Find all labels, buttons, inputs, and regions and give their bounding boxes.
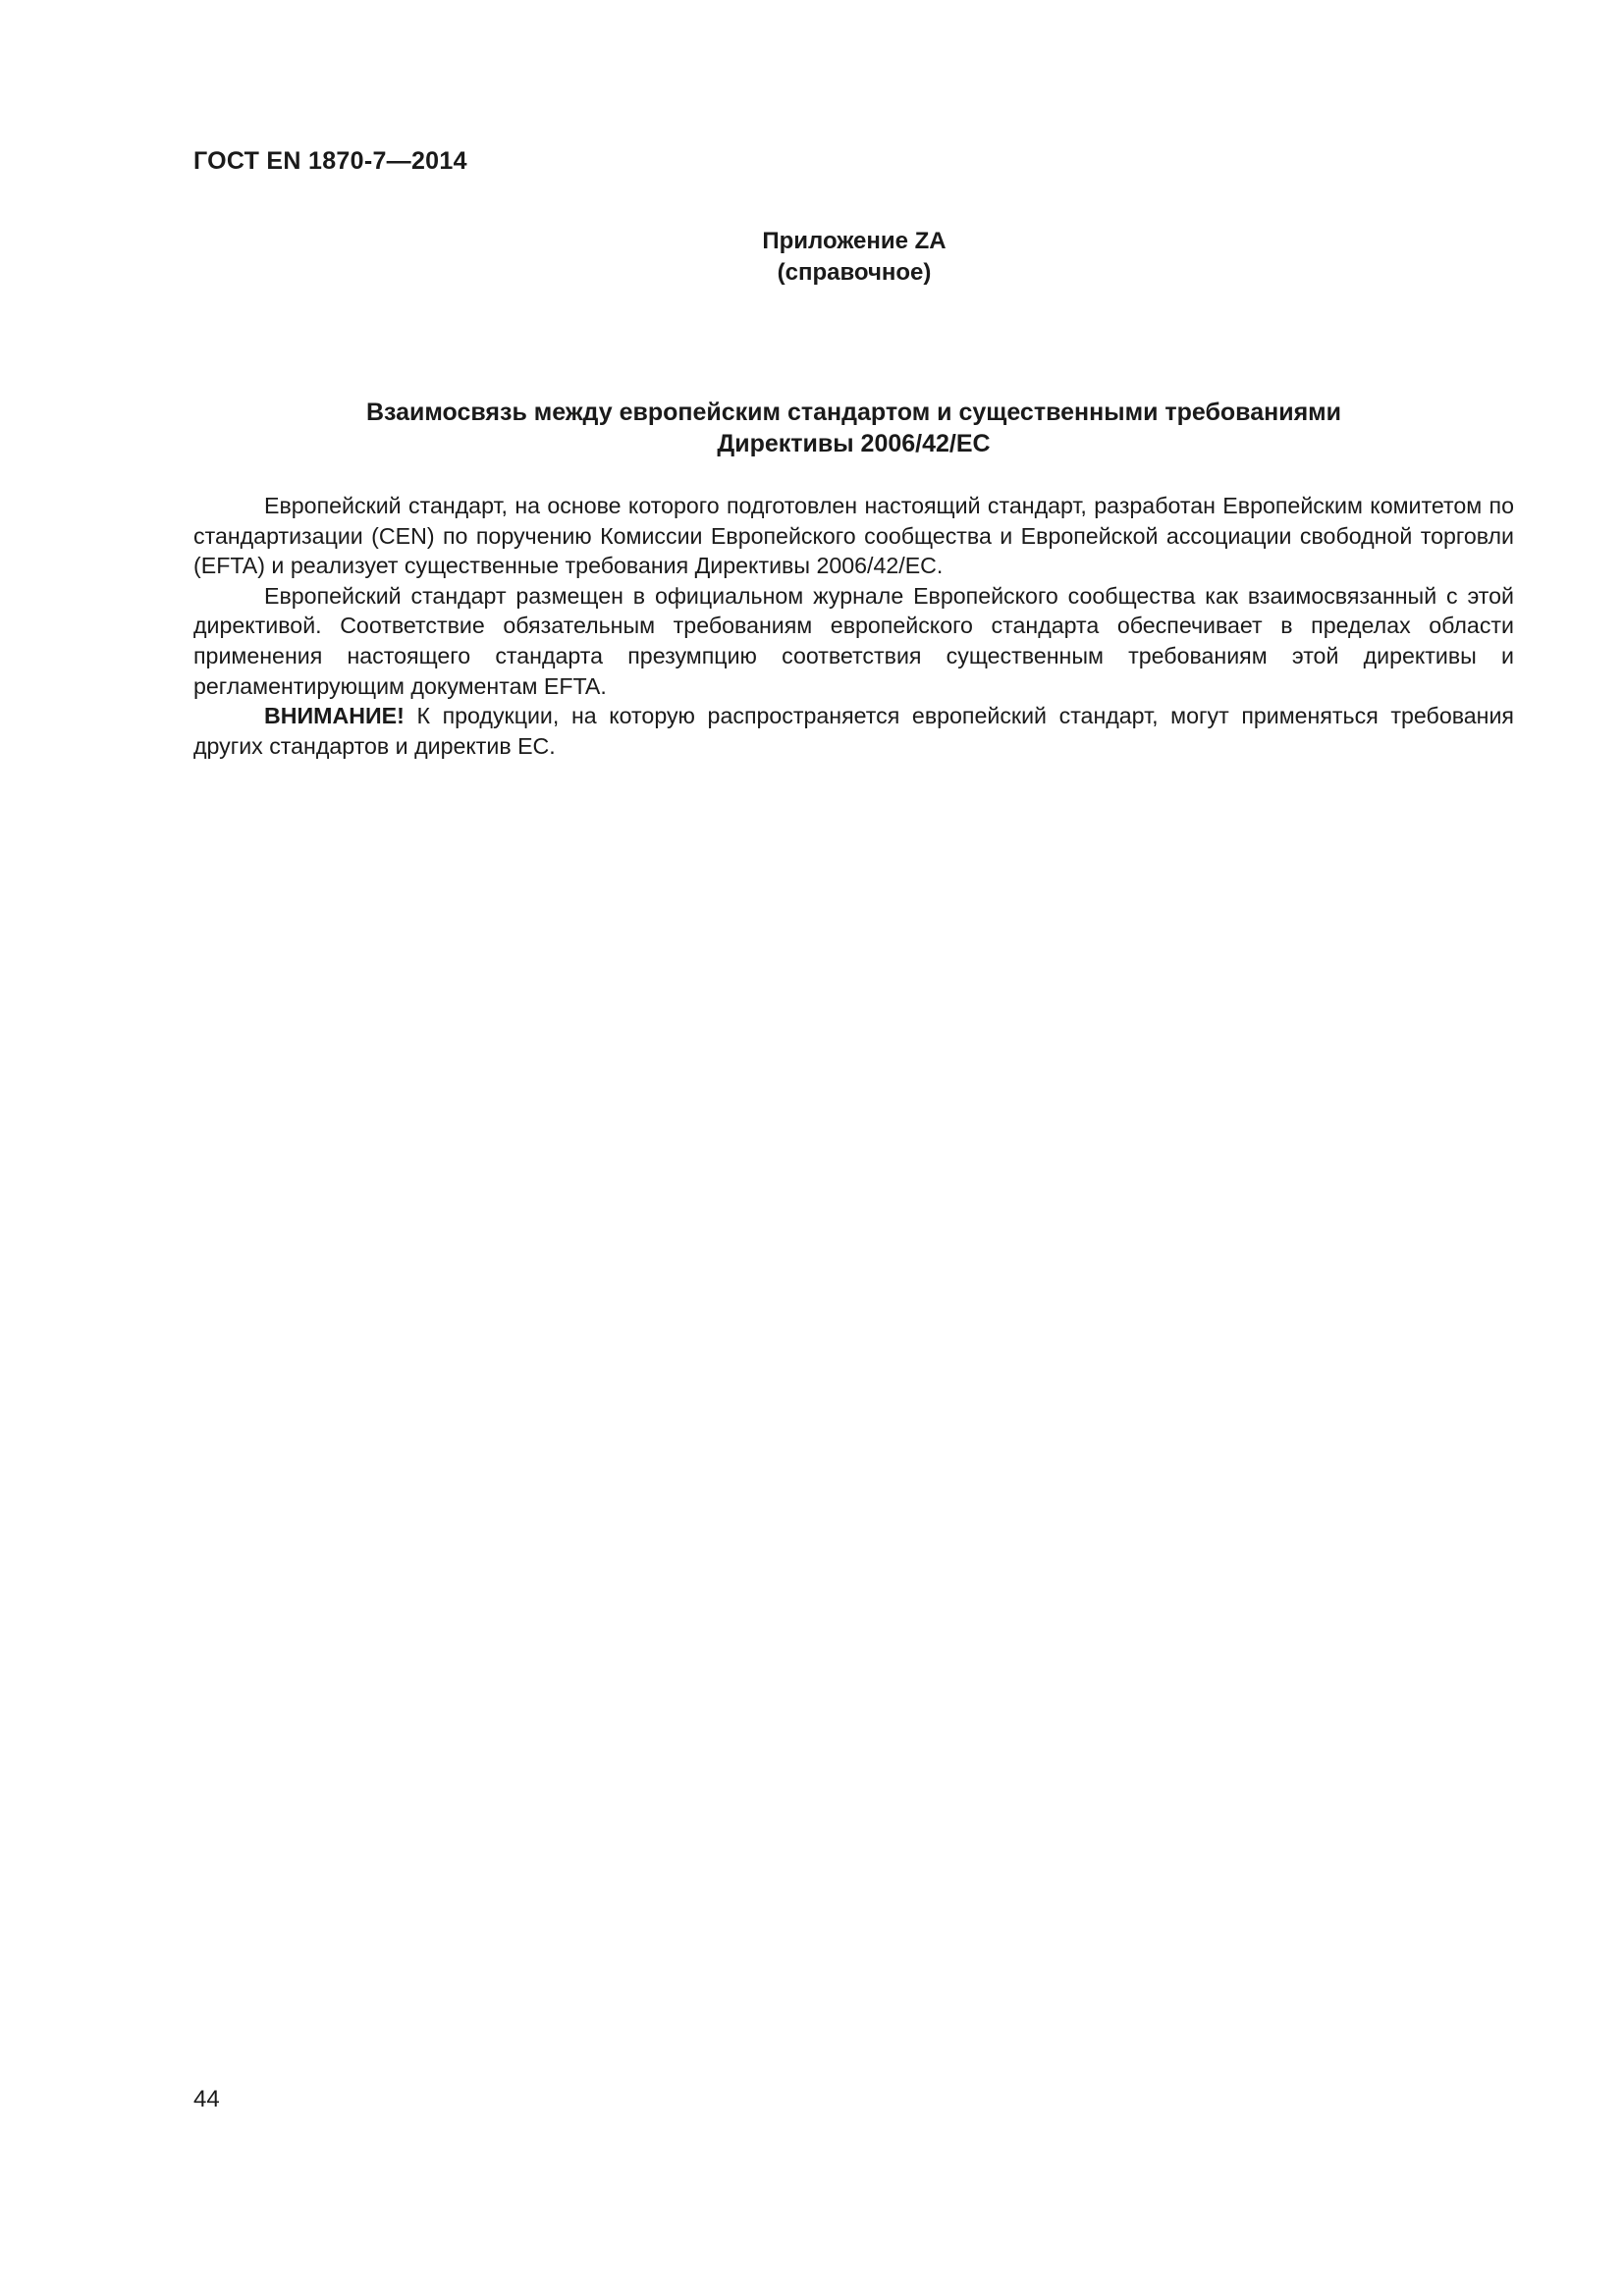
page-number: 44 <box>193 2086 220 2112</box>
annex-status: (справочное) <box>777 259 932 286</box>
attention-label: ВНИМАНИЕ! <box>264 703 405 729</box>
section-title <box>193 397 1514 459</box>
section-title-line-1: Взаимосвязь между европейским стандартом и существенными требованиями <box>365 399 1342 426</box>
annex-heading <box>0 226 1624 289</box>
document-header-id: ГОСТ EN 1870-7—2014 <box>193 147 467 175</box>
paragraph-1: Европейский стандарт, на основе которого подготовлен настоящий стандарт, разработан Европейским комитетом по стандартизации (CEN) по поручению Комиссии Европейского сообщества и Европейской ассоциации свободной торговли (EFTA) и реализует существенные требования Директивы 2006/42/ЕС. <box>193 493 1514 579</box>
attention-text: К продукции, на которую распространяется европейский стандарт, могут применяться требования других стандартов и директив ЕС. <box>193 703 1514 759</box>
section-title-line-2: Директивы 2006/42/ЕС <box>717 430 991 457</box>
paragraph-3 <box>193 701 1514 761</box>
annex-title: Приложение ZA <box>762 228 947 254</box>
body-text <box>193 491 1514 761</box>
paragraph-2: Европейский стандарт размещен в официальном журнале Европейского сообщества как взаимосвязанный с этой директивой. Соответствие обязательным требованиям европейского стандарта обеспечивает в пределах области применения настоящего стандарта презумпцию соответствия существенным требованиям этой директивы и регламентирующим документам EFTA. <box>193 582 1514 699</box>
